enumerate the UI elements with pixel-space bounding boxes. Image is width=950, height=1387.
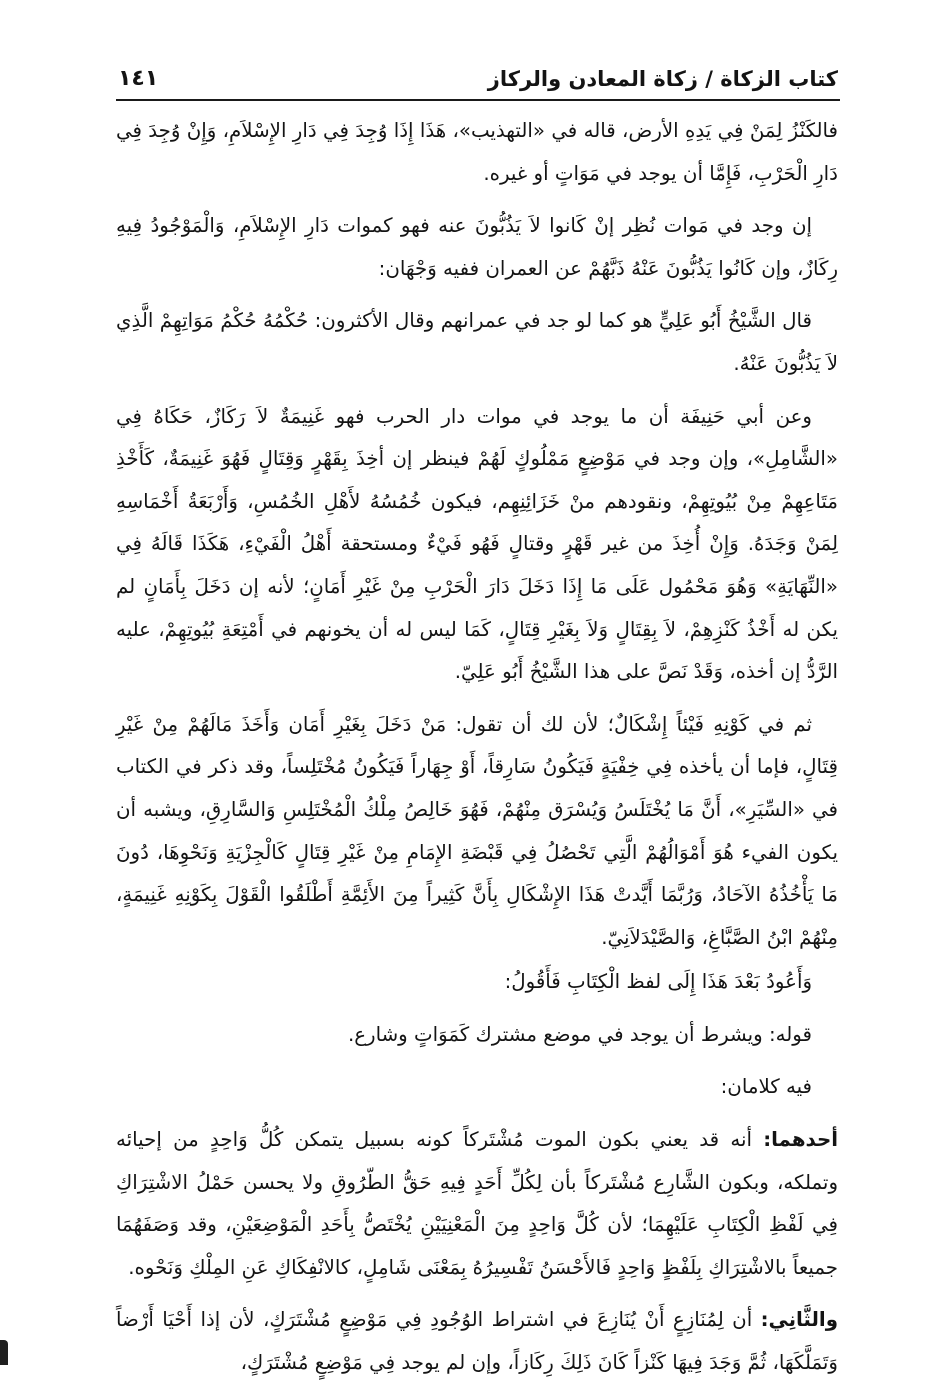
page-header bbox=[118, 52, 838, 92]
paragraph-text: فيه كلامان: bbox=[720, 1075, 812, 1099]
page-body bbox=[116, 110, 838, 1387]
paragraph-5 bbox=[116, 704, 838, 960]
header-divider bbox=[116, 99, 840, 101]
scan-edge-mark bbox=[0, 1340, 8, 1365]
paragraph-2 bbox=[116, 205, 838, 290]
paragraph-7 bbox=[116, 1014, 838, 1057]
paragraph-text: قال الشَّيْخُ أَبُو عَلِيٍّ هو كما لو جد في عمرانهم وقال الأكثرون: حُكْمُهُ حُكْمُ مَوَاتِهِمْ الَّذِي لاَ يَذُبُّونَ عَنْهُ. bbox=[116, 309, 838, 375]
paragraph-10 bbox=[116, 1299, 838, 1384]
paragraph-9 bbox=[116, 1119, 838, 1289]
paragraph-lead: والثَّانِي: bbox=[760, 1308, 838, 1332]
paragraph-text: أن لِمُنَازِعٍ أَنْ يُنَازِعَ في اشتراط الوُجُودِ فِي مَوْضِعٍ مُشْتَرَكٍ، لأن إذا أَحْيَا أَرْضاً وَتَمَلَّكَهَا، ثُمَّ وَجَدَ فِيهَا كَنْزاً كَانَ ذَلِكَ رِكَازاً، وإن لم يوجد فِي مَوْضِعٍ مُشْتَرَكٍ، bbox=[116, 1308, 838, 1375]
paragraph-lead: أحدهما: bbox=[763, 1128, 838, 1152]
paragraph-text: وعن أبي حَنِيفَة أن ما يوجد في موات دار الحرب فهو غَنِيمَةٌ لاَ رَكَازٌ، حَكَاهُ فِي «الشَّامِلِ»، وإن وجد في مَوْضِعٍ مَمْلُوكٍ لَهُمْ فينظر إن أخِذَ بِقَهْرٍ وَقِتَالٍ فَهُوَ غَنِيمَةٌ، كَأَخْذِ مَتَاعِهِمْ مِنْ بُيُوتِهِمْ، ونقودهم منْ خَزَائِنِهِم، فيكون خُمُسُهُ لأَهْلِ الخُمُسِ، وَأَرْبَعَةُ أَخْمَاسِهِ لِمَنْ وَجَدَهُ. وَإِنْ أُخِذَ من غير قَهْرٍ وقتالٍ فَهُو فَيْءٌ ومستحقة أَهْلُ الْفَيْءِ، هَكَذَا قَالَهُ فِي «النِّهَايَةِ» وَهُوَ مَحْمُول عَلَى مَا إِذَا دَخَلَ دَارَ الْحَرْبِ مِنْ غَيْرِ أَمَانٍ؛ لأنه إن دَخَلَ بِأَمَانٍ لم يكن له أَخْذُ كَنْزِهِمْ، لاَ بِقِتَالٍ وَلاَ بِغَيْرِ قِتَالٍ، كَمَا ليس له أن يخونهم في أَمْتِعَةِ بُيُوتِهِمْ، عليه الرَّدُّ إن أخذه، وَقَدْ نَصَّ على هذا الشَّيْخُ أَبُو عَلِيّ. bbox=[116, 404, 838, 684]
paragraph-text: إن وجد في مَوات نُظِر إنْ كَانوا لاَ يَذُبُّونَ عنه فهو كموات دَارِ الإِسْلاَمِ، وَالْمَوْجُودُ فِيهِ رِكَازٌ، وإن كَانُوا يَذُبُّونَ عَنْهُ ذَبَّهُمْ عن العمران ففيه وَجْهَان: bbox=[116, 214, 838, 280]
paragraph-6 bbox=[116, 961, 838, 1004]
running-title: كتاب الزكاة / زكاة المعادن والركاز bbox=[487, 66, 838, 91]
paragraph-text: فالكَنْزُ لِمَنْ فِي يَدِهِ الأرض، قاله في «التهذيب»، هَذَا إِذَا وُجِدَ فِي دَارِ الإِسْلاَمِ، وَإِنْ وُجِدَ فِي دَارِ الْحَرْبِ، فَإِمَّا أن يوجد في مَوَاتٍ أو غيره. bbox=[116, 119, 838, 185]
paragraph-4 bbox=[116, 396, 838, 694]
page-number: ١٤١ bbox=[118, 65, 159, 91]
paragraph-text: قوله: ويشرط أن يوجد في موضع مشترك كَمَوَاتٍ وشارع. bbox=[347, 1022, 812, 1046]
paragraph-text: أنه قد يعني بكون الموت مُشْتَركاً كونه بسبيل يتمكن كُلُّ وَاحِدٍ من إحيائه وتملكه، وبكون الشَّارِع مُشْتَركاً بأن لِكُلِّ أَحَدٍ فِيهِ حَقُّ الطّرُوقِ ولا يحسن حَمْلُ الاشْتِرَاكِ فِي لَفْظِ الْكِتَابِ عَلَيْهِمَا؛ لأن كُلَّ وَاحِدٍ مِنَ الْمَعْنِيَيْنِ يُخْتَصُّ بِأَحَدِ الْمَوْضِعَيْنِ، وقد وَصَفَهُمَا جميعاً بالاشْتِرَاكِ بِلَفْظٍ وَاحِدٍ فَالأَحْسَنُ تَفْسِيرُهُ بِمَعْنَى شَامِلٍ، كالانْفِكَاكِ عَنِ المِلْكِ وَنَحْوه. bbox=[116, 1128, 838, 1279]
paragraph-1 bbox=[116, 110, 838, 195]
paragraph-3 bbox=[116, 300, 838, 385]
paragraph-text: ثم في كَوْنِهِ فَيْئاً إِشْكَالٌ؛ لأن لك أن تقول: مَنْ دَخَلَ بِغَيْرِ أَمَان وَأَخَذَ مَالَهُمْ مِنْ غَيْرِ قِتَالٍ، فإما أن يأخذه فِي خِفْيَةٍ فَيَكُونُ سَارِقاً، أَوْ جِهَاراً فَيَكُونُ مُخْتَلِساً، وقد ذكر في الكتاب في «السِّيَرِ»، أَنَّ مَا يُخْتَلَسُ وَيُسْرَق مِنْهُمْ، فَهُوَ خَالِصُ مِلْكُ الْمُخْتَلِسِ وَالسَّارِقِ، ويشبه أن يكون الفيء هُوَ أَمْوَالُهُمْ الَّتِي تَحْصُلُ فِي قَبْضَةِ الإِمَامِ مِنْ غَيْرِ قِتَالٍ كَالْجِزْيَةِ وَنَحْوِهَا، دُونَ مَا يَأْخُذُهُ الآحَادُ، وَرُبَّمَا أَيَّدتْ هَذَا الإِشْكَالِ بِأَنَّ كَثِيراً مِنَ الأَئِمَّةِ أَطْلَقُوا الْقَوْلَ بِكَوْنِهِ غَنِيمَةٍ، مِنْهُمْ ابْنُ الصَّبَّاغِ، وَالصَّيْدَلاَنِيّ. bbox=[116, 712, 838, 949]
paragraph-text: وَأَعُودُ بَعْدَ هَذَا إِلَى لفظ الْكِتَابِ فَأَقُولُ: bbox=[504, 970, 812, 994]
paragraph-8 bbox=[116, 1066, 838, 1109]
